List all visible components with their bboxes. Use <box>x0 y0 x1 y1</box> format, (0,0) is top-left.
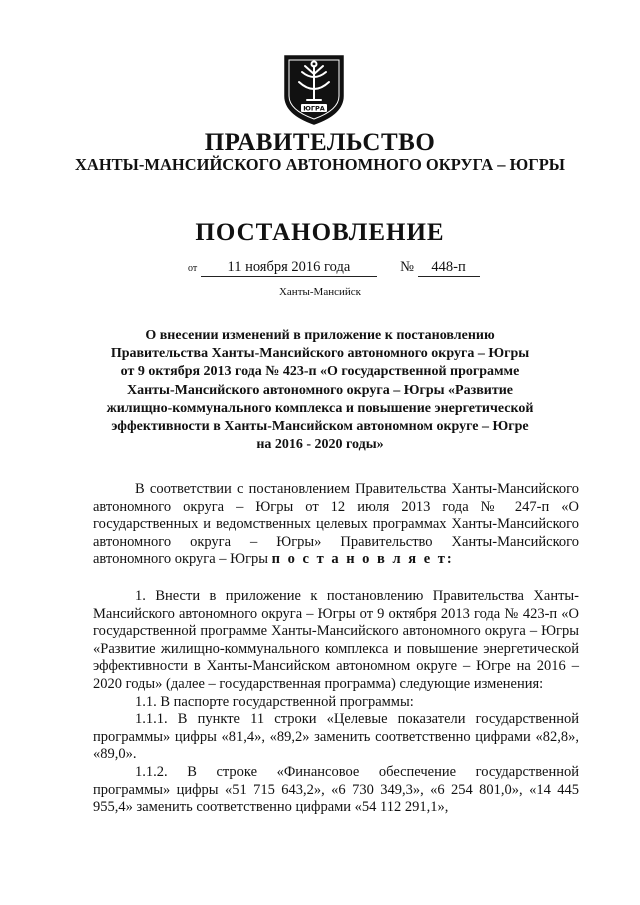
resolves-word: п о с т а н о в л я е т: <box>271 551 454 568</box>
from-label: от <box>188 263 198 274</box>
yugra-coat-of-arms-icon <box>281 52 347 126</box>
paragraph-1-1-1: 1.1.1. В пункте 11 строки «Целевые показатели государственной программы» цифры «81,4», «89,2» заменить соответственно цифрами «82,8», «89,0». <box>93 711 579 763</box>
paragraph-1-1: 1.1. В паспорте государственной программы: <box>135 693 414 710</box>
city: Ханты-Мансийск <box>278 286 361 298</box>
paragraph-1-1-2: 1.1.2. В строке «Финансовое обеспечение государственной программы» цифры «51 715 643,2», «6 730 349,3», «6 254 801,0», «14 445 955,4» заменить соответственно цифрами «54 112 291,1», <box>93 763 579 816</box>
emblem-label: ЮГРА <box>303 104 325 113</box>
document-body <box>93 481 579 817</box>
heading-line: на 2016 - 2020 годы» <box>256 437 384 453</box>
preamble-text: В соответствии с постановлением Правительства Ханты-Мансийского автономного округа – Югры от 12 июля 2013 года № 247-п «О государственных и ведомственных целевых программах Ханты-Мансийского автономного округа – Югры» Правительство Ханты-Мансийского автономного округа – Югры <box>93 481 579 568</box>
document-number: 448-п <box>418 258 480 277</box>
heading-line: эффективности в Ханты-Мансийском автономном округе – Югре <box>111 419 529 435</box>
document-date: 11 ноября 2016 года <box>201 258 377 277</box>
number-label: № <box>400 259 414 275</box>
government-title: ПРАВИТЕЛЬСТВО <box>204 129 436 156</box>
heading-line: жилищно-коммунального комплекса и повышение энергетической <box>106 400 534 416</box>
dateline <box>188 258 480 278</box>
heading-line: от 9 октября 2013 года № 423-п «О государственной программе <box>120 364 520 380</box>
government-subtitle: ХАНТЫ-МАНСИЙСКОГО АВТОНОМНОГО ОКРУГА – ЮГРЫ <box>75 155 565 174</box>
document-heading <box>96 327 544 454</box>
heading-line: Правительства Ханты-Мансийского автономного округа – Югры <box>110 346 530 362</box>
document-type: ПОСТАНОВЛЕНИЕ <box>195 219 445 246</box>
preamble-paragraph <box>93 481 579 569</box>
heading-line: О внесении изменений в приложение к постановлению <box>145 328 495 343</box>
paragraph-1: 1. Внести в приложение к постановлению Правительства Ханты-Мансийского автономного округа – Югры от 9 октября 2013 года № 423-п «О государственной программе Ханты-Мансийского автономного округа – Югры «Развитие жилищно-коммунального комплекса и повышение энергетической эффективности в Ханты-Мансийском автономном округе – Югре на 2016 – 2020 годы» (далее – государственная программа) следующие изменения: <box>93 587 579 692</box>
heading-line: Ханты-Мансийского автономного округа – Югры «Развитие <box>126 382 514 398</box>
